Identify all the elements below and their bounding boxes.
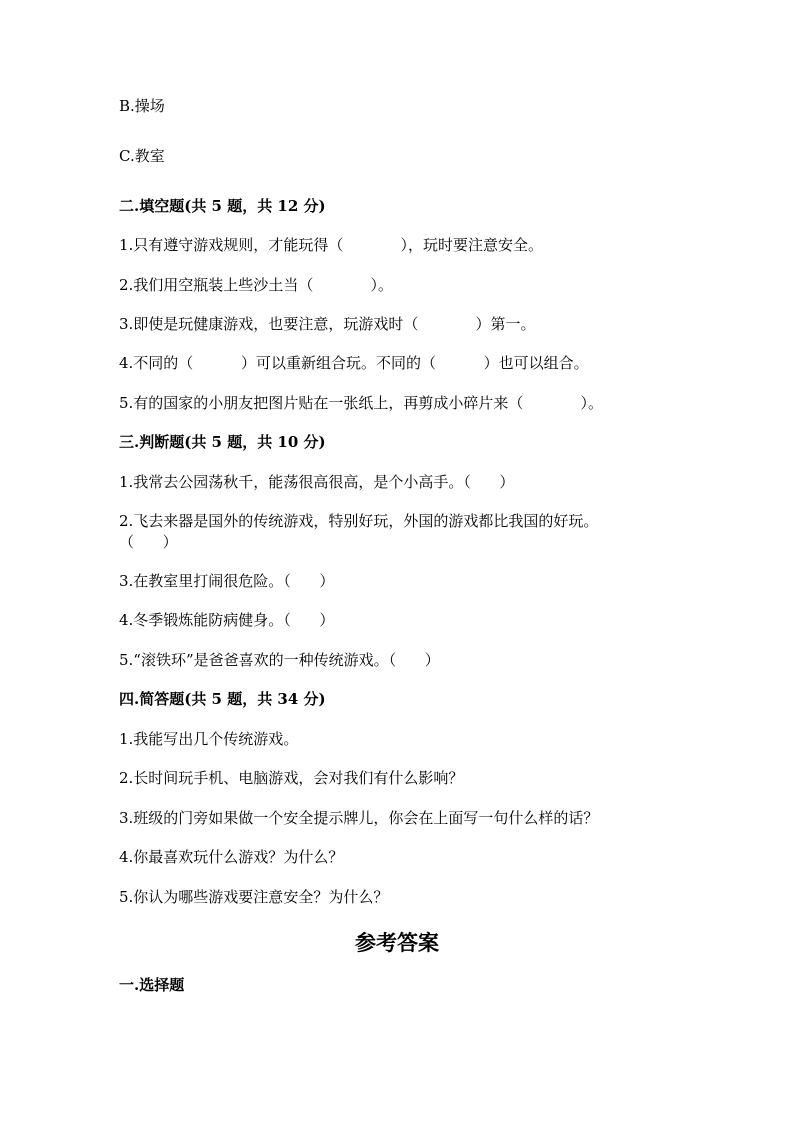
true-false-question-continued: （ ）: [119, 533, 178, 551]
true-false-question: 5.“滚铁环”是爸爸喜欢的一种传统游戏。（ ）: [119, 651, 440, 669]
true-false-question: 4.冬季锻炼能防病健身。（ ）: [119, 611, 335, 629]
section-heading-short-answer: 四.简答题(共 5 题，共 34 分): [119, 690, 326, 708]
fill-in-question: 1.只有遵守游戏规则，才能玩得（ ），玩时要注意安全。: [119, 236, 544, 254]
true-false-question: 3.在教室里打闹很危险。（ ）: [119, 572, 335, 590]
short-answer-question: 3.班级的门旁如果做一个安全提示牌儿，你会在上面写一句什么样的话？: [119, 809, 599, 827]
short-answer-question: 1.我能写出几个传统游戏。: [119, 730, 299, 748]
fill-in-question: 2.我们用空瓶装上些沙土当（ ）。: [119, 276, 394, 294]
answer-section-heading: 一.选择题: [119, 976, 185, 994]
true-false-question: 2.飞去来器是国外的传统游戏，特别好玩，外国的游戏都比我国的好玩。: [119, 512, 599, 530]
answer-key-title: 参考答案: [355, 930, 439, 955]
short-answer-question: 5.你认为哪些游戏要注意安全？为什么？: [119, 888, 389, 906]
true-false-question: 1.我常去公园荡秋千，能荡很高很高，是个小高手。（ ）: [119, 473, 515, 491]
option-c: C.教室: [119, 147, 165, 165]
section-heading-fill-in: 二.填空题(共 5 题，共 12 分): [119, 197, 326, 215]
fill-in-question: 3.即使是玩健康游戏，也要注意，玩游戏时（ ）第一。: [119, 315, 536, 333]
option-b: B.操场: [119, 97, 165, 115]
short-answer-question: 2.长时间玩手机、电脑游戏，会对我们有什么影响？: [119, 769, 464, 787]
short-answer-question: 4.你最喜欢玩什么游戏？为什么？: [119, 848, 344, 866]
section-heading-true-false: 三.判断题(共 5 题，共 10 分): [119, 433, 326, 451]
fill-in-question: 5.有的国家的小朋友把图片贴在一张纸上，再剪成小碎片来（ ）。: [119, 394, 604, 412]
fill-in-question: 4.不同的（ ）可以重新组合玩。不同的（ ）也可以组合。: [119, 354, 589, 372]
